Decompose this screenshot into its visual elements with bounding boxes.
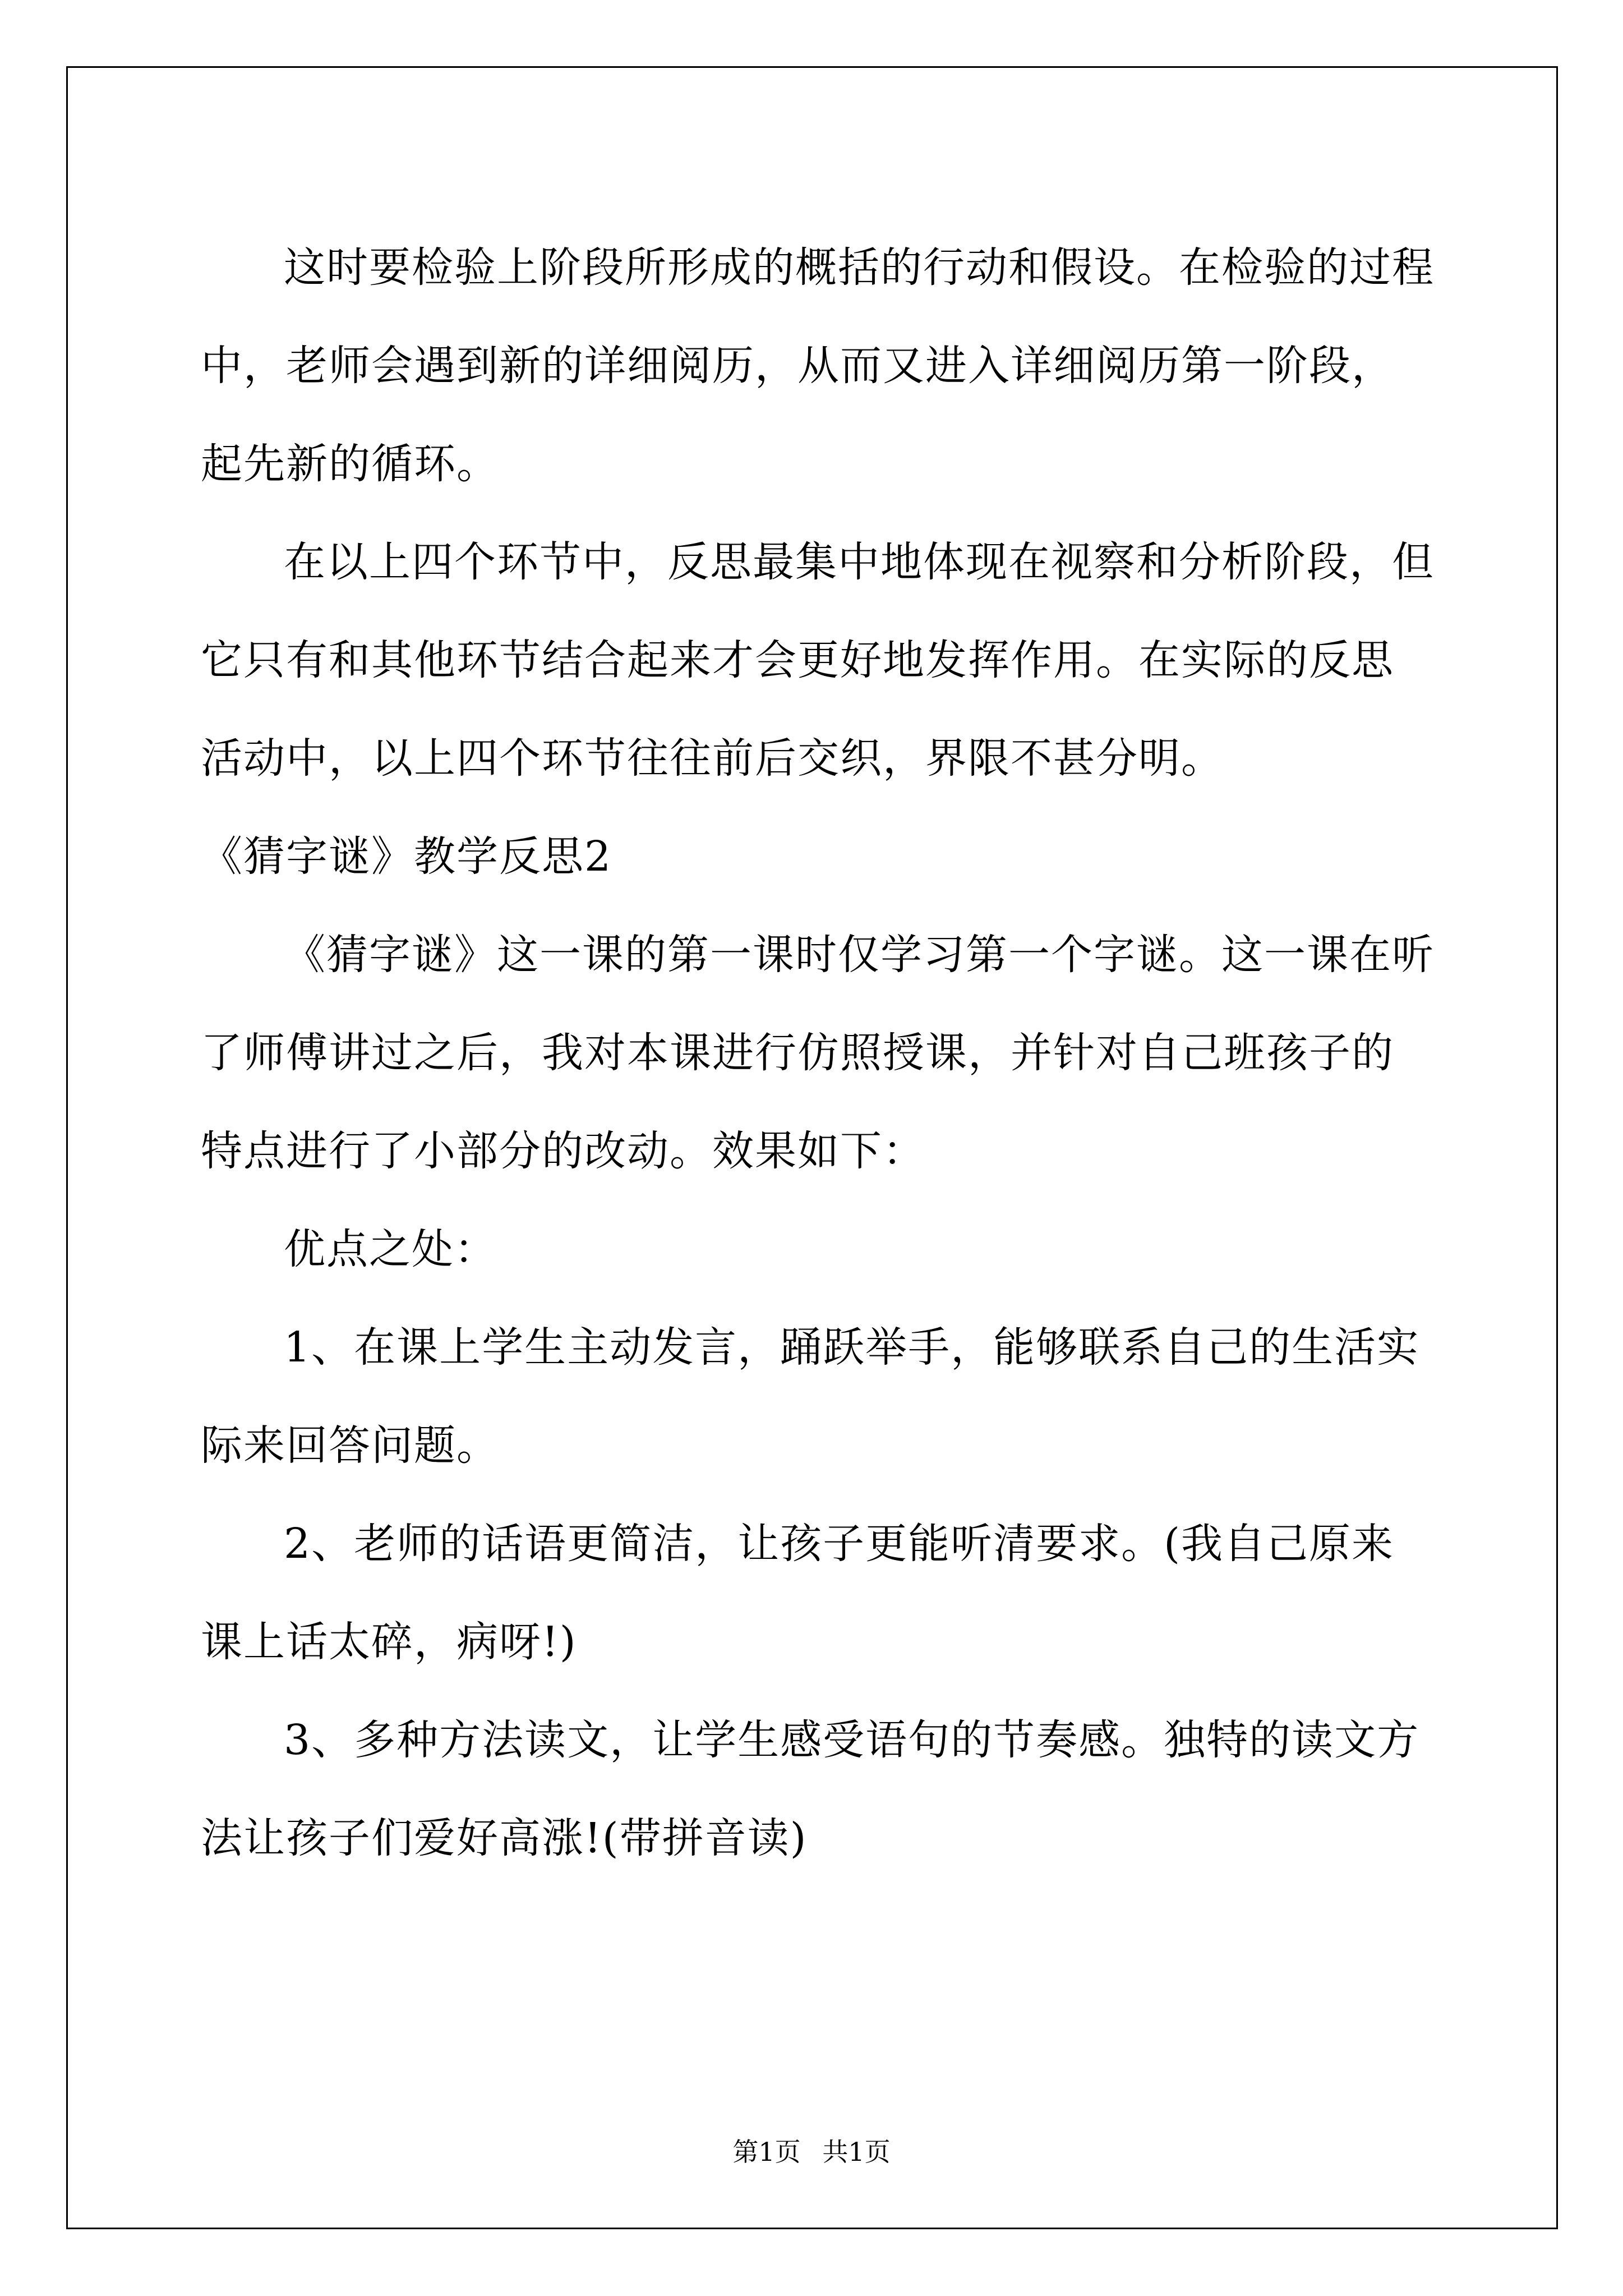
paragraph: 优点之处： — [284, 1225, 497, 1273]
paragraph: 2、老师的话语更简洁，让孩子更能听清要求。(我自己原来课上话太碎，病呀!) — [201, 1520, 1394, 1666]
document-body — [201, 219, 1435, 1888]
paragraph: 在以上四个环节中，反思最集中地体现在视察和分析阶段，但它只有和其他环节结合起来才会更好地发挥作用。在实际的反思活动中，以上四个环节往往前后交织，界限不甚分明。 — [201, 538, 1435, 783]
section-heading: 《猜字谜》教学反思2 — [201, 832, 612, 881]
paragraph: 3、多种方法读文，让学生感受语句的节奏感。独特的读文方法让孩子们爱好高涨!(带拼音读) — [201, 1716, 1420, 1862]
page-footer — [0, 2135, 1623, 2169]
page-number: 第1页 — [732, 2137, 801, 2167]
page-total: 共1页 — [822, 2137, 891, 2167]
paragraph: 这时要检验上阶段所形成的概括的行动和假设。在检验的过程中，老师会遇到新的详细阅历，从而又进入详细阅历第一阶段，起先新的循环。 — [201, 243, 1435, 488]
paragraph: 1、在课上学生主动发言，踊跃举手，能够联系自己的生活实际来回答问题。 — [201, 1323, 1420, 1470]
paragraph: 《猜字谜》这一课的第一课时仅学习第一个字谜。这一课在听了师傅讲过之后，我对本课进行仿照授课，并针对自己班孩子的特点进行了小部分的改动。效果如下： — [201, 931, 1435, 1175]
